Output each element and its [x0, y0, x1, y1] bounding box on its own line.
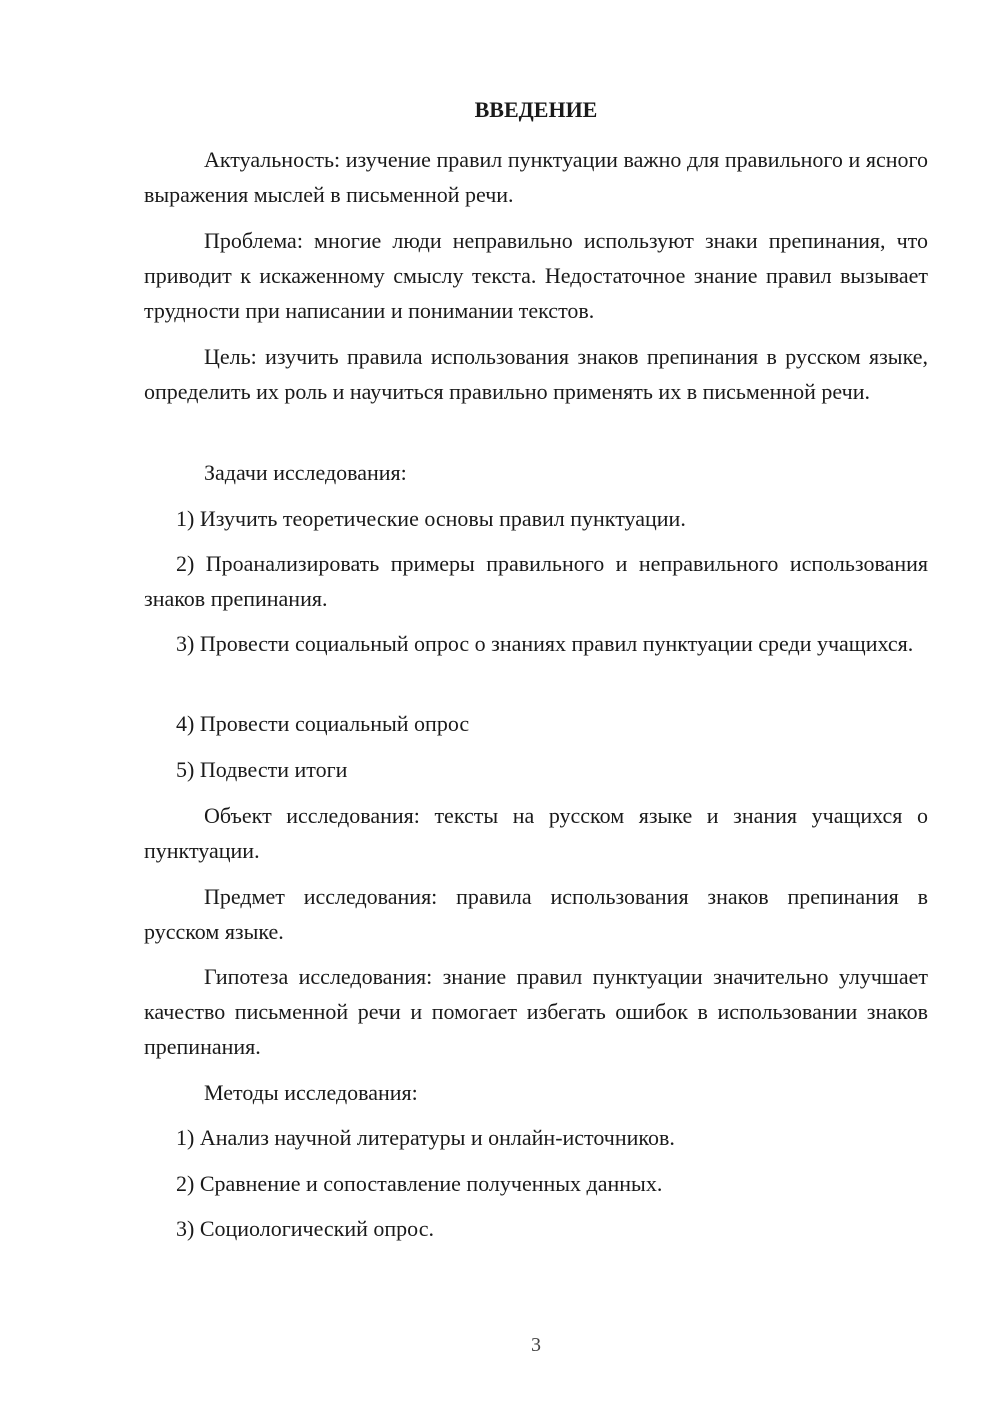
object-paragraph: Объект исследования: тексты на русском языке и знания учащихся о пунктуации.	[144, 803, 928, 863]
subject-paragraph: Предмет исследования: правила использования знаков препинания в русском языке.	[144, 884, 928, 944]
methods-heading: Методы исследования:	[204, 1080, 418, 1105]
method-item: 2) Сравнение и сопоставление полученных данных.	[176, 1171, 663, 1196]
task-item: 2) Проанализировать примеры правильного и неправильного использования знаков препинания.	[144, 551, 928, 611]
goal-paragraph: Цель: изучить правила использования знаков препинания в русском языке, определить их роль и научиться правильно применять их в письменной речи.	[144, 344, 928, 404]
task-item: 5) Подвести итоги	[176, 757, 348, 782]
task-item: 4) Провести социальный опрос	[176, 711, 470, 736]
tasks-heading: Задачи исследования:	[204, 460, 407, 485]
page-number: 3	[531, 1334, 541, 1356]
task-item: 3) Провести социальный опрос о знаниях правил пунктуации среди учащихся.	[176, 631, 914, 656]
problem-paragraph: Проблема: многие люди неправильно используют знаки препинания, что приводит к искаженному смыслу текста. Недостаточное знание правил вызывает трудности при написании и понимании текстов.	[144, 228, 928, 323]
relevance-paragraph: Актуальность: изучение правил пунктуации важно для правильного и ясного выражения мыслей в письменной речи.	[144, 147, 928, 207]
task-item: 1) Изучить теоретические основы правил пунктуации.	[176, 506, 686, 531]
hypothesis-paragraph: Гипотеза исследования: знание правил пунктуации значительно улучшает качество письменной речи и помогает избегать ошибок в использовании знаков препинания.	[144, 964, 928, 1059]
method-item: 3) Социологический опрос.	[176, 1216, 434, 1241]
method-item: 1) Анализ научной литературы и онлайн-источников.	[176, 1125, 675, 1150]
page-title: ВВЕДЕНИЕ	[474, 97, 598, 122]
